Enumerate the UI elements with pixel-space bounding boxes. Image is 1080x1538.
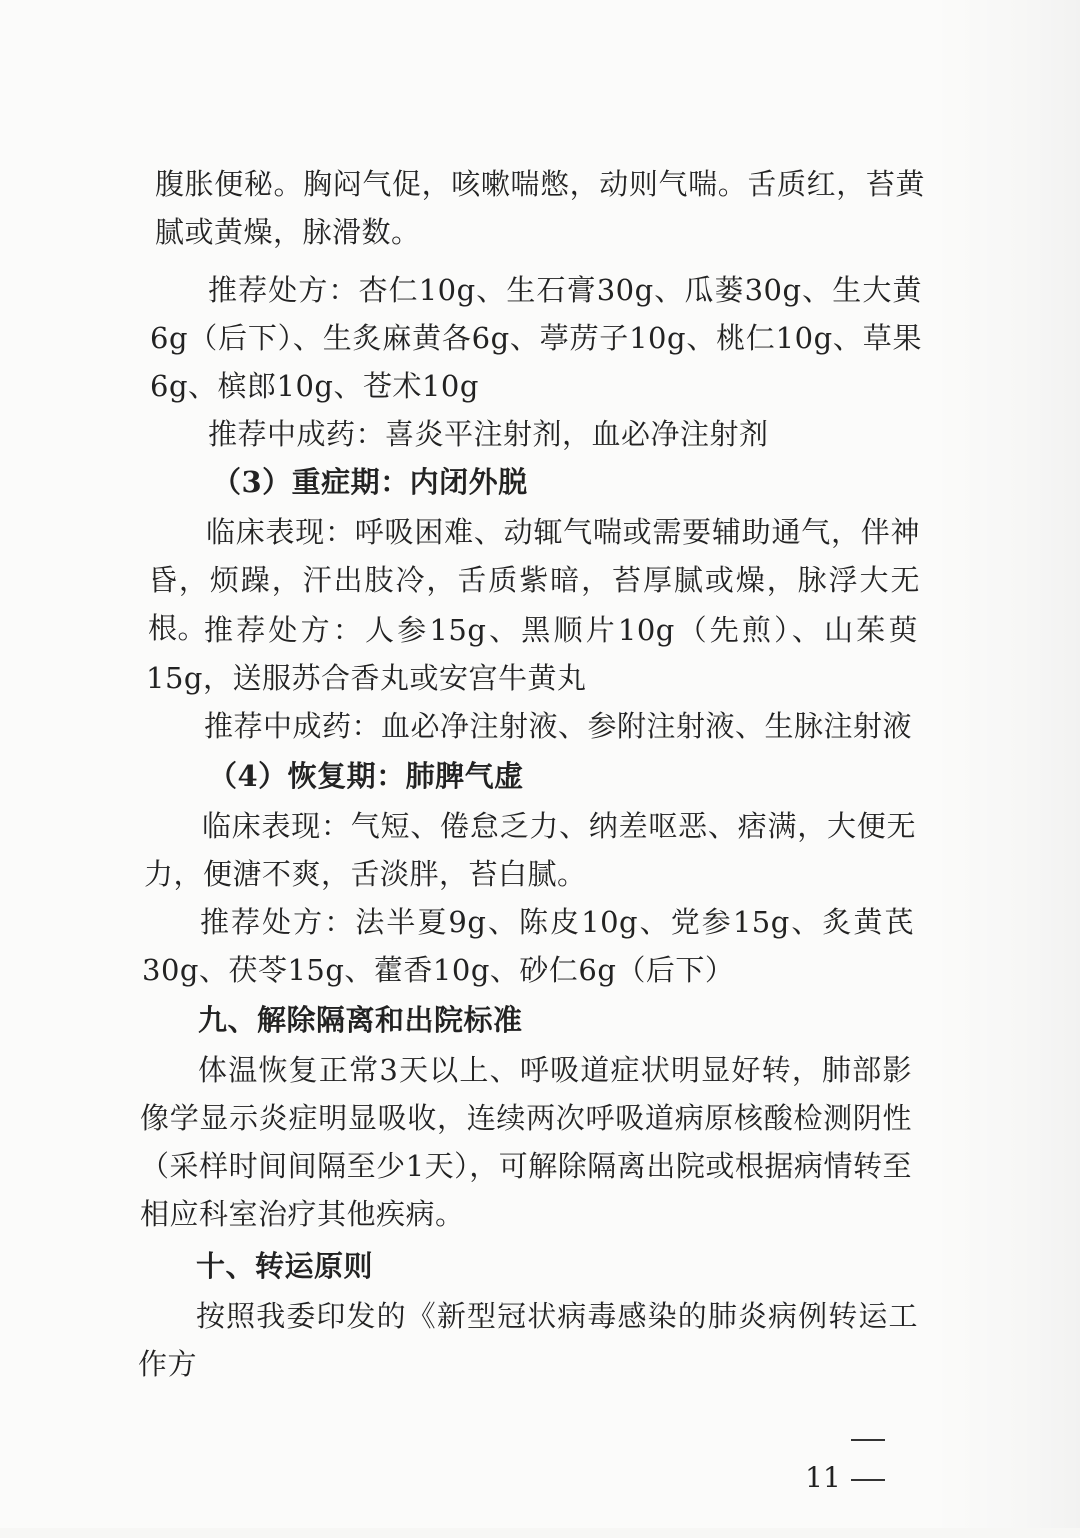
paragraph-clinical-recovery: 临床表现：气短、倦怠乏力、纳差呕恶、痞满，大便无力，便溏不爽，舌淡胖，苔白腻。 <box>144 809 916 891</box>
page-number-right-dash <box>851 1479 885 1481</box>
heading-section-ten: 十、转运原则 <box>196 1249 374 1283</box>
heading-recovery-stage: （4）恢复期：肺脾气虚 <box>208 759 524 793</box>
paragraph-prescription-1: 推荐处方：杏仁10g、生石膏30g、瓜蒌30g、生大黄6g（后下）、生炙麻黄各6g、葶苈子10g、桃仁10g、草果6g、槟郎10g、苍术10g <box>150 273 922 403</box>
paragraph-prescription-severe: 推荐处方：人参15g、黑顺片10g（先煎）、山茱萸15g，送服苏合香丸或安宫牛黄丸 <box>146 613 918 695</box>
heading-severe-stage: （3）重症期：内闭外脱 <box>212 465 528 499</box>
paragraph-clinical-severe: 临床表现：呼吸困难、动辄气喘或需要辅助通气，伴神昏，烦躁，汗出肢冷，舌质紫暗，苔厚腻或燥，脉浮大无根。 <box>148 515 920 645</box>
page-number <box>790 1378 910 1538</box>
paragraph-patent-medicine-1: 推荐中成药：喜炎平注射剂，血必净注射剂 <box>208 417 769 451</box>
heading-section-nine: 九、解除隔离和出院标准 <box>198 1003 523 1037</box>
paragraph-transfer-principle: 按照我委印发的《新型冠状病毒感染的肺炎病例转运工作方 <box>138 1299 918 1381</box>
paragraph-patent-medicine-severe: 推荐中成药：血必净注射液、参附注射液、生脉注射液 <box>204 709 913 743</box>
page-number-value: 11 <box>805 1461 841 1494</box>
paragraph-symptoms-continued: 腹胀便秘。胸闷气促，咳嗽喘憋，动则气喘。舌质红，苔黄腻或黄燥，脉滑数。 <box>155 167 925 249</box>
paragraph-prescription-recovery: 推荐处方：法半夏9g、陈皮10g、党参15g、炙黄芪30g、茯苓15g、藿香10g、砂仁6g（后下） <box>142 905 914 987</box>
page-edge-shadow <box>930 0 1080 1528</box>
page-number-left-dash <box>851 1439 885 1441</box>
paragraph-discharge-criteria: 体温恢复正常3天以上、呼吸道症状明显好转，肺部影像学显示炎症明显吸收，连续两次呼吸道病原核酸检测阴性（采样时间间隔至少1天），可解除隔离出院或根据病情转至相应科室治疗其他疾病。 <box>140 1053 912 1231</box>
